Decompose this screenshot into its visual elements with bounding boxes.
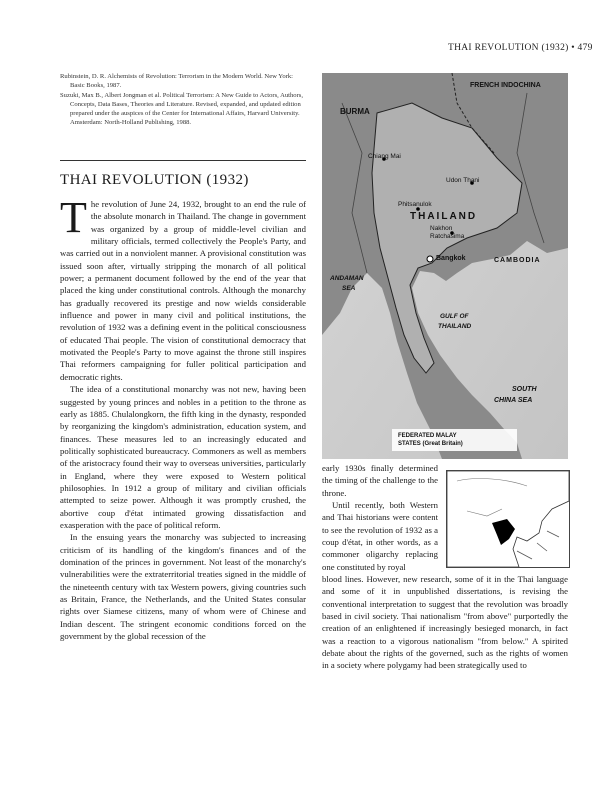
map-label-nakhon: Nakhon [430,225,453,232]
map-label-bangkok: Bangkok [436,255,466,262]
map-label-ratchasima: Ratchasima [430,233,465,240]
map-label-udon-thani: Udon Thani [446,177,480,184]
article-paragraph: The idea of a constitutional monarchy was not new, having been suggested by young princes and nobles in a petition to the throne as early as 1885. Chulalongkorn, the fifth king in the dynasty, responded by reorganizing the kingdom's administration, education system, and finances. These measures led to an increasingly educated and politically sophisticated bureaucracy. Commoners as well as members of the aristocracy found their way to overseas universities, particularly in England, where they were exposed to Western political philosophies. In 1912 a group of military and civilian officials attempted to seize power. Although it was promptly crushed, the abortive coup d'état intimated growing dissatisfaction and exasperation with the pace of political reform. [60,384,306,530]
map-label-chiang-mai: Chiang Mai [368,153,401,160]
reference-list [60,72,308,128]
drop-cap: T [60,193,87,242]
map-label-andaman: ANDAMAN [330,275,364,282]
article-paragraph: In the ensuing years the monarchy was subjected to increasing criticism of its handling of the kingdom's finances and of the domination of the princes in government. Not least of the monarchy's vulnerabilities were the extraterritorial treaties signed in the middle of the nineteenth century with tax Western powers, giving countries such as Britain, France, the Netherlands, and the United States consular rights over Siamese citizens, many of whom were of Chinese and Indian descent. The stringent economic conditions forced on the government by the global recession of the [60,532,306,642]
map-label-thailand: THAILAND [410,211,478,222]
capital-marker [427,256,433,262]
middle-column [322,462,438,573]
map-label-cambodia: CAMBODIA [494,257,541,264]
section-divider [60,160,306,161]
map-label-phitsanulok: Phitsanulok [398,201,432,208]
map-label-fms-britain: STATES (Great Britain) [398,441,463,447]
article-paragraph: Until recently, both Western and Thai historians were content to see the revolution of 1932 as a coup d'état, in other words, as a commoner oligarchy replacing one constituted by royal [322,500,438,572]
map-label-burma: BURMA [340,107,370,116]
map-label-south: SOUTH [512,386,537,393]
map-label-andaman-sea: SEA [342,285,356,292]
running-header: THAI REVOLUTION (1932) • 479 [448,43,593,53]
reference-entry: Rubinstein, D. R. Alchemists of Revolution: Terrorism in the Modern World. New York: Basic Books, 1987. [60,73,294,89]
reference-entry: Suzuki, Max B., Albert Jongman et al. Political Terrorism: A New Guide to Actors, Authors, Concepts, Data Bases, Theories and Literature. Revised, expanded, and updated edition prepared under the auspices of the Center for International Affairs, Harvard University. Amsterdam: North-Holland Publishing, 1988. [60,92,303,126]
article-title: THAI REVOLUTION (1932) [60,172,249,188]
article-paragraph [60,193,306,383]
map-label-gulf-thailand: THAILAND [438,323,472,330]
locator-map [446,470,570,568]
article-paragraph: blood lines. However, new research, some of it in the Thai language and some of it in unpublished dissertations, is revising the conventional interpretation to suggest that the revolution was broadly based in civil society. Thai nationalism "from above" purportedly the creation of an enlightened if increasingly besieged monarch, in fact was a reaction to a vigorous nationalism "from below." A spirited debate about the rights of the governed, such as the rights of women in a society where polygamy had been strategically used to [322,574,568,671]
map-label-gulf: GULF OF [440,313,469,320]
article-paragraph: early 1930s finally determined the timing of the challenge to the throne. [322,463,438,498]
thailand-map [322,73,568,459]
locator-graphic [447,471,569,567]
left-column [60,193,306,642]
paragraph-text: he revolution of June 24, 1932, brought to an end the rule of the absolute monarch in Thailand. The change in government was organized by a group of middle-level civilian and military officials, termed collectively the People's Party, and was carried out in a nonviolent manner. A provisional constitution was issued soon after, virtually stripping the monarch of all political power; a permanent document followed by the end of the year that placed the king under constitutional controls. Although the monarchy has gradually recovered its prestige and now wields considerable influence and power in many civil and political institutions, the revolution of 1932 was a defining event in the political consciousness of educated Thai people. The vision of constitutional democracy that motivated the People's Party to move against the throne still inspires Thai reformers campaigning for fuller political participation and democratic rights. [60,199,306,382]
map-label-indochina: FRENCH INDOCHINA [470,82,541,89]
map-label-fms: FEDERATED MALAY [398,433,457,439]
map-label-china-sea: CHINA SEA [494,397,533,404]
bottom-right-column [322,573,568,672]
